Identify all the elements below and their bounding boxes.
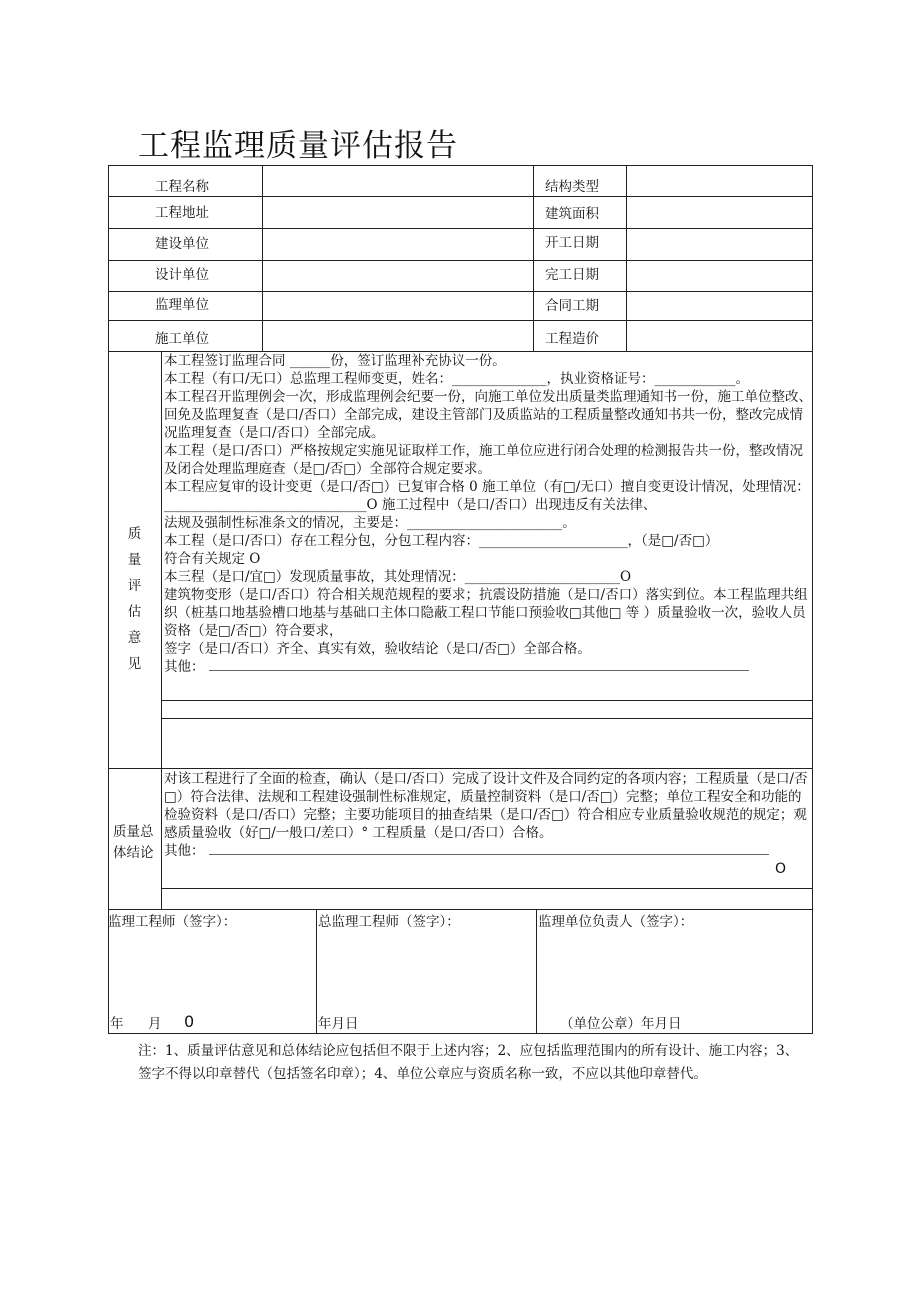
conclusion-other-label: 其他： xyxy=(164,843,205,859)
opinion-line-chief-change: 本工程（有口/无口）总监理工程师变更，姓名：______________，执业资格证号：____________。 xyxy=(164,371,750,387)
label-start-date: 开工日期 xyxy=(545,235,599,251)
report-table xyxy=(108,165,813,1034)
conclusion-other xyxy=(164,842,812,860)
opinion-line-sampling: 本工程（是口/否口）严格按规定实施见证取样工作，施工单位应进行闭合处理的检测报告共一份，整改情况及闭合处理监理庭查（是□/否□）全部符合规定要求。 xyxy=(164,443,804,477)
conclusion-label-1: 质量总 xyxy=(113,824,154,840)
conclusion-end-mark xyxy=(164,860,812,878)
date3-seal: （单位公章）年月日 xyxy=(560,1016,682,1032)
opinion-label xyxy=(108,521,161,677)
opinion-line-other xyxy=(164,658,812,676)
chief-signature-label: 总监理工程师（签字）： xyxy=(318,914,460,930)
label-project-name: 工程名称 xyxy=(155,179,209,195)
opinion-line-deformation: 建筑物变形（是口/否口）符合相关规范规程的要求；抗震设防措施（是口/否口）落实到位。本工程监理共组织（桩基口地基验槽口地基与基础口主体口隐蔽工程口节能口预验收□其他□ 等 ）质量验收一次，验收人员资格（是□/否□）符合要求， xyxy=(164,587,808,639)
label-construction-unit: 施工单位 xyxy=(155,331,209,347)
label-contract-period: 合同工期 xyxy=(545,298,599,314)
opinion-label-char: 质 xyxy=(127,526,142,542)
conclusion-end-o: O xyxy=(774,861,786,877)
label-project-cost: 工程造价 xyxy=(545,331,599,347)
opinion-other-blank[interactable] xyxy=(209,658,749,671)
opinion-other-label: 其他： xyxy=(164,659,205,675)
date1-o: 0 xyxy=(184,1012,195,1031)
opinion-label-char: 见 xyxy=(127,656,142,672)
opinion-line-contract: 本工程签订监理合同 ______份，签订监理补充协议一份。 xyxy=(164,353,506,369)
opinion-label-char: 评 xyxy=(127,578,142,594)
footnote: 注：1、质量评估意见和总体结论应包括但不限于上述内容；2、应包括监理范围内的所有设计、施工内容；3、签字不得以印章替代（包括签名印章）；4、单位公章应与资质名称一致，不应以其他印章替代。 xyxy=(138,1043,799,1082)
opinion-label-char: 估 xyxy=(127,604,142,620)
opinion-body xyxy=(164,352,812,676)
page-title: 工程监理质量评估报告 xyxy=(138,128,458,164)
conclusion-label-2: 体结论 xyxy=(113,845,154,861)
unit-head-signature-label: 监理单位负责人（签字）： xyxy=(538,914,694,930)
label-finish-date: 完工日期 xyxy=(545,267,599,283)
engineer-signature-label: 监理工程师（签字）： xyxy=(108,914,237,930)
opinion-label-char: 意 xyxy=(127,630,142,646)
conclusion-text: 对该工程进行了全面的检查，确认（是口/否口）完成了设计文件及合同约定的各项内容；工程质量（是口/否□）符合法律、法规和工程建设强制性标准规定，质量控制资料（是口/否□）完整；单位工程安全和功能的检验资料（是口/否口）完整；主要功能项目的抽查结果（是口/否□）符合相应专业质量验收规范的规定；观感质量验收（好□/一般口/差口）° 工程质量（是口/否口）合格。 xyxy=(164,771,808,841)
conclusion-other-blank[interactable] xyxy=(209,842,769,855)
label-structure-type: 结构类型 xyxy=(545,179,599,195)
label-project-address: 工程地址 xyxy=(155,205,209,221)
label-design-unit: 设计单位 xyxy=(155,267,209,283)
opinion-line-meetings: 本工程召开监理例会一次，形成监理例会纪要一份，向施工单位发出质量类监理通知书一份，施工单位整改、回免及监理复查（是口/否口）全部完成，建设主管部门及质监站的工程质量整改通知书共一份，整改完成情况监理复查（是口/否口）全部完成。 xyxy=(164,389,812,441)
date2: 年月日 xyxy=(318,1016,359,1032)
opinion-label-char: 量 xyxy=(127,552,142,568)
opinion-line-standards: 法规及强制性标准条文的情况，主要是：_______________________。 xyxy=(164,515,576,531)
opinion-line-design-change: 本工程应复审的设计变更（是口/否□）已复审合格 0 施工单位（有□/无口）擅自变更设计情况，处理情况：______________________________O 施工过程中（是口/否口）出现违反有关法律、 xyxy=(164,479,810,513)
date1-month: 月 xyxy=(148,1016,162,1032)
opinion-line-subcontract-compliance: 符合有关规定 O xyxy=(164,551,261,567)
date1-year: 年 xyxy=(110,1016,124,1032)
opinion-line-accident: 本三程（是口/宜□）发现质量事故，其处理情况：_______________________O xyxy=(164,569,632,585)
opinion-line-subcontract: 本工程（是口/否口）存在工程分包，分包工程内容：______________________，（是□/否□） xyxy=(164,533,719,549)
label-supervision-unit: 监理单位 xyxy=(155,297,209,313)
label-floor-area: 建筑面积 xyxy=(545,206,599,222)
conclusion-body xyxy=(164,770,812,878)
label-owner-unit: 建设单位 xyxy=(155,236,209,252)
opinion-line-signature: 签字（是口/否口）齐全、真实有效，验收结论（是口/否□）全部合格。 xyxy=(164,641,591,657)
